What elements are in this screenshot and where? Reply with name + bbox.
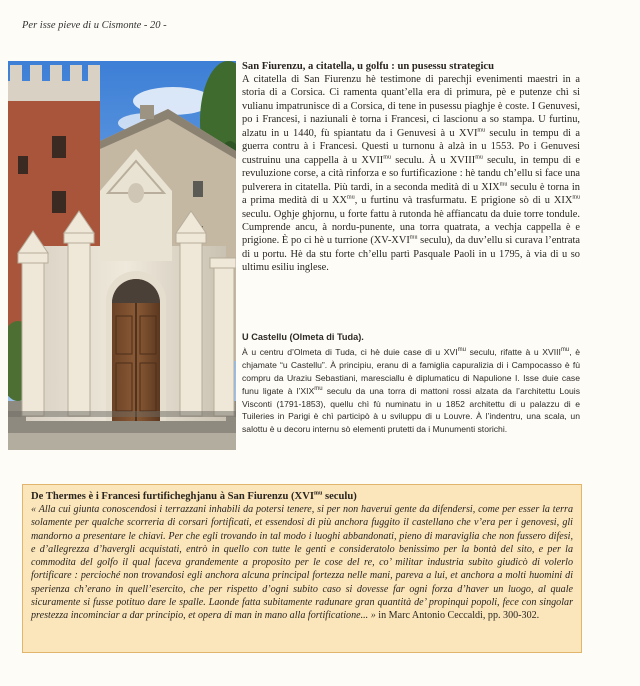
castellu-body: À u centru d’Olmeta di Tuda, ci hè duie case di u $XVI^{mu}$ seculu, rifatte à u $XVIII^{mu}$, è chjamate “u Castellu”. À principiu, eranu di a famiglia capuralizia di i Campocasso è fù compru da Uraziu Sebastiani, maresciallu è diplumaticu di Napulione I. Isse duie case funu ligate à $l’XIX^{mu}$ seculu da una torra di mattoni rossi alzata da l’architettu Louis Visconti (1791-1853), quellu chì fù numinatu in u 1852 architettu di u palazzu di e Tuileries in Parigi è chì participò à u sviluppu di u Louvre. À l’indentru, una scala, un salottu è u decoru internu sò elementi prutetti da i Munumenti storichi. bbox=[242, 346, 580, 435]
running-header: Per isse pieve di u Cismonte - 20 - bbox=[22, 20, 167, 31]
main-article-title: San Fiurenzu, a citatella, u golfu : un pusessu strategicu bbox=[242, 61, 495, 72]
castellu-section bbox=[242, 331, 580, 436]
main-article bbox=[242, 60, 580, 275]
castellu-title: U Castellu (Olmeta di Tuda). bbox=[242, 332, 364, 342]
quote-text: « Alla cui giunta conoscendosi i terrazzani inhabili da potersi tenere, si per non haverui gente da difendersi, come per esser la terra solamente per qualche scorreria di corsari fortificati, et essendosi di più anchora fuggito il castellano che v’era per i genovesi, gli mandorno a presentare le chiavi. Per che egli trovando in tal modo i luoghi abbandonati, pieno di maraviglia che non fussero difesi, e d’allegrezza d’havergli acquistati, entrò in quello con tutte le genti e consideratolo benissimo per la bontà del sito, e per la commodita del golfo il qual faceva grandemente a proposito per le cose del re, co’ militar industria subito giudicò di volerlo fortificare : percioché non trovandosi egli anchora alcuna principal fortezza nelle mani, pareva a lui, et anchora a molti huomini di sperienza ch’erano in quell’esercito, che per rispetto d’ogni subito caso si dovesse far ogni forza d’haver un luogo, al quale sicuramente si fusse potituo dare le spalle. Laonde fatta subitamente radunare gran quantità de’ propinqui popoli, fece con singolar prestezza incominciar a dar principio, et opera di man in mano alla fortificatione... » in Marc Antonio Ceccaldi, pp. 300-302. bbox=[31, 504, 573, 622]
quote-source: in Marc Antonio Ceccaldi, pp. 300-302. bbox=[375, 610, 540, 622]
fortified-gate-photo bbox=[8, 61, 236, 450]
quote-box-title: De Thermes è i Francesi furtificheghjanu à San Fiurenzu ($XVI^{mu}$ seculu) bbox=[31, 490, 357, 502]
main-article-body: A citatella di San Fiurenzu hè testimone di parechji evenimenti maestri in a storia di a Corsica. Ci ramenta quant’ella era di primura, pè e putenze chì si vulianu impatrunisce di a Corsica, di tene in pusessu piaghje è coste. I Genuvesi, po i Francesi, i naziunali è torna i Francesi, ci lascionu a so stampa. U furtinu, alzatu in u 1440, fù spiantatu da i Genuvesi à u $XVI^{mu}$ seculu in tempu di a guerra contru à i Francesi. Questi u turnonu à alzà in u 1553. Po i Genuvesi custruinu una cappella à u $XVII^{mu}$ seculu. À u $XVIII^{mu}$ seculu, in tempu di e revuluzione corse, a cità rinforza e so furtificazione : hè tandu ch’ellu si face una pulverera in citatella. Più tardi, in a seconda medità di u $XIX^{mu}$ seculu è torna in a prima medità di u $XX^{mu}$, u furtinu và trasfurmatu. E prigione sò di u $XIX^{mu}$ seculu. Oghje ghjornu, u forte fattu à rutonda hè affiancatu da duie torre tondule. Cumprende ancu, à nordu-punente, una torra quatrata, a vechja cappella è e prigione. È po ci hè u turrione ($XV-XVI^{mu}$ seculu), da duv’ellu si curava l’entrata di u portu. Hè da stu forte ch’ellu partì Pasquale Paoli in u 1795, à via di u so ultimu esiliu inglese. bbox=[242, 74, 581, 274]
quote-box bbox=[22, 484, 582, 653]
